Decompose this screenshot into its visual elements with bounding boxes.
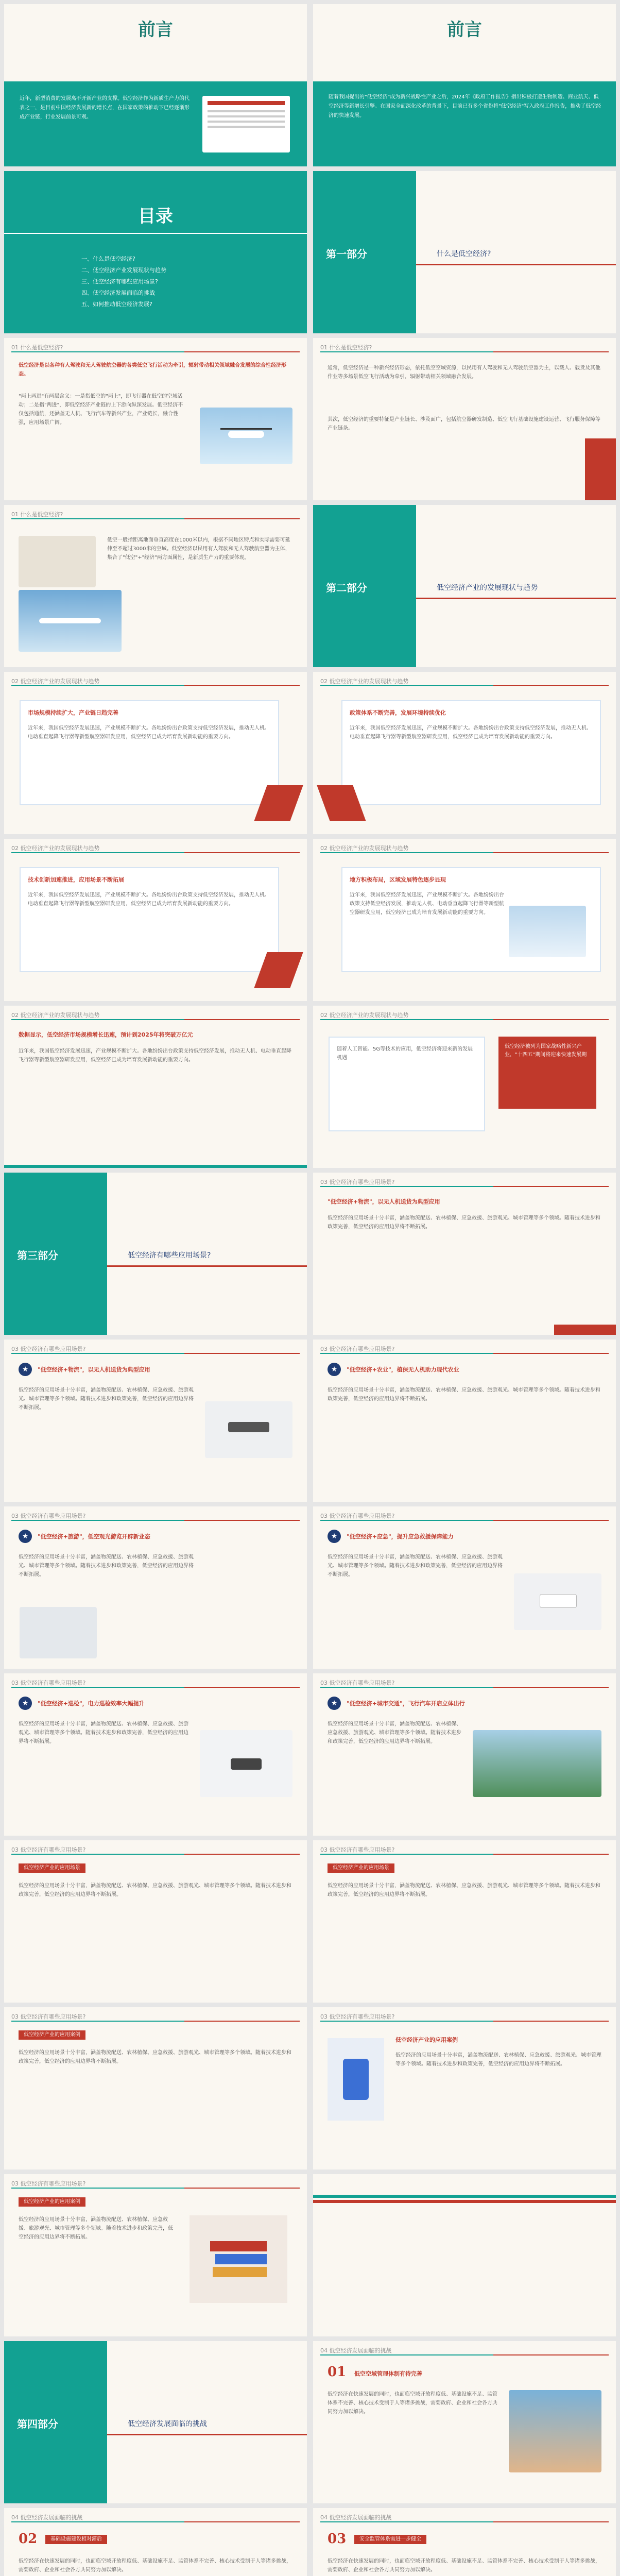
slide-header: 03 低空经济有哪些应用场景? [11, 1346, 86, 1352]
slide-3l [4, 2174, 307, 2336]
slide-header: 02 低空经济产业的发展现状与趋势 [320, 845, 409, 852]
point-title: 技术创新加速推进，应用场景不断拓展 [28, 876, 124, 883]
slide-part3-cover [4, 1173, 307, 1335]
framed-photo [19, 536, 96, 587]
slide-3a [313, 1173, 616, 1335]
point-title: 低空经济产业的应用案例 [395, 2037, 458, 2043]
point-title: 低空空域管理体制有待完善 [354, 2370, 422, 2377]
section-bar: 低空经济产业的应用案例 [19, 2030, 85, 2040]
slide-3d [4, 1506, 307, 1669]
slide-header: 02 低空经济产业的发展现状与趋势 [11, 678, 100, 685]
point-body: 低空经济的应用场景十分丰富，涵盖物流配送、农林植保、应急救援、旅游观光、城市管理等多个领域。随着技术进步和政策完善，低空经济的应用边界将不断拓展。 [19, 1387, 194, 1411]
point-title: "低空经济+物流"，以无人机送货为典型应用 [328, 1198, 440, 1205]
point-body: 低空经济的应用场景十分丰富，涵盖物流配送、农林植保、应急救援、旅游观光、城市管理等多个领域。随着技术进步和政策完善，低空经济的应用边界将不断拓展。 [328, 1387, 600, 1402]
part1-p4: 其次，低空经济的重要特征是产业链长、涉及面广，包括航空器研发制造、低空飞行基础设施建设运营、飞行服务保障等产业链条。 [328, 417, 600, 431]
section-bar: 安全监管体系需进一步健全 [354, 2535, 426, 2544]
star-icon: ★ [328, 1697, 341, 1710]
point-body: 低空经济的应用场景十分丰富，涵盖物流配送、农林植保、应急救援、旅游观光、城市管理等多个领域。随着技术进步和政策完善，低空经济的应用边界将不断拓展。 [19, 2217, 173, 2240]
slide-2a [4, 672, 307, 834]
slide-1b [313, 338, 616, 500]
slide-header: 01 什么是低空经济? [11, 344, 63, 351]
slide-3j [4, 2007, 307, 2170]
part1-label: 第一部分 [326, 248, 367, 260]
slide-header: 03 低空经济有哪些应用场景? [320, 1179, 395, 1185]
slide-3g [313, 1673, 616, 1836]
drone-photo [514, 1573, 601, 1630]
drone-photo [20, 1607, 97, 1658]
landscape-photo [473, 1730, 601, 1797]
part1-def: 低空经济是以各种有人驾驶和无人驾驶航空器的各类低空飞行活动为牵引，辐射带动相关领域融合发展的综合性经济形态。 [19, 363, 286, 377]
sky-photo [509, 2390, 601, 2472]
books-illustration [190, 2215, 287, 2303]
slide-2d [313, 839, 616, 1001]
preface-left-text: 近年，新型消费的发展离不开新产业的支撑。低空经济作为新质生产力的代表之一，是目前中国经济发展新的增长点，在国家政策的推动下已经逐渐形成产业链，行业发展前景可观。 [20, 96, 190, 120]
point-title: 数据显示，低空经济市场规模增长迅速，预计到2025年将突破万亿元 [19, 1031, 193, 1038]
point-body: 低空经济的应用场景十分丰富，涵盖物流配送、农林植保、应急救援、旅游观光、城市管理等多个领域。随着技术进步和政策完善，低空经济的应用边界将不断拓展。 [395, 2053, 601, 2067]
slide-header: 03 低空经济有哪些应用场景? [320, 1346, 395, 1352]
slide-part1-cover [313, 171, 616, 333]
content-box [329, 1037, 485, 1131]
section-bar: 低空经济产业的应用场景 [19, 1863, 85, 1873]
point-title: 政策体系不断完善，发展环境持续优化 [350, 709, 446, 716]
part3-title: 低空经济有哪些应用场景? [128, 1251, 211, 1260]
slide-header: 02 低空经济产业的发展现状与趋势 [320, 678, 409, 685]
section-bar: 低空经济产业的应用场景 [328, 1863, 394, 1873]
point-body: 低空经济的应用场景十分丰富，涵盖物流配送、农林植保、应急救援、旅游观光、城市管理等多个领域。随着技术进步和政策完善，低空经济的应用边界将不断拓展。 [328, 1215, 600, 1230]
callout-box: 低空经济被列为国家战略性新兴产业，"十四五"期间将迎来快速发展期 [498, 1037, 596, 1109]
slide-3f [4, 1673, 307, 1836]
document-image [202, 96, 290, 152]
slide-3i [313, 1840, 616, 2003]
slide-header: 02 低空经济产业的发展现状与趋势 [320, 1012, 409, 1019]
slide-1a [4, 338, 307, 500]
toc-item[interactable]: 一、什么是低空经济? [81, 256, 135, 262]
content-box [20, 700, 279, 805]
point-body: 低空经济在快速发展的同时，也面临空域开放程度低、基础设施不足、监管体系不完善、核心技术受制于人等诸多挑战，需要政府、企业和社会各方共同努力加以解决。 [19, 2558, 291, 2573]
part1-p5: 低空一般指距离地面垂直高度在1000米以内，根据不同地区特点和实际需要可延伸至不超过3000米的空域。低空经济以民用有人驾驶和无人驾驶航空器为主体，集合了"低空"+"经济"两方面属性，是新质生产力的重要体现。 [107, 537, 290, 561]
point-title: "低空经济+巡检"，电力巡检效率大幅提升 [38, 1700, 145, 1707]
point-body: 低空经济的应用场景十分丰富，涵盖物流配送、农林植保、应急救援、旅游观光、城市管理等多个领域。随着技术进步和政策完善，低空经济的应用边界将不断拓展。 [328, 1554, 503, 1578]
section-bar: 基础设施建设相对滞后 [45, 2535, 107, 2544]
point-title: 市场规模持续扩大，产业链日趋完善 [28, 709, 118, 716]
slide-toc [4, 171, 307, 333]
part3-label: 第三部分 [17, 1249, 58, 1262]
point-title: 地方积极布局，区域发展特色逐步显现 [350, 876, 446, 883]
slide-3m [313, 2174, 616, 2336]
slide-3b [4, 1340, 307, 1502]
toc-item[interactable]: 五、如何推动低空经济发展? [81, 301, 152, 308]
preface-title: 前言 [138, 20, 173, 40]
star-icon: ★ [19, 1697, 32, 1710]
point-body: 低空经济的应用场景十分丰富，涵盖物流配送、农林植保、应急救援、旅游观光、城市管理等多个领域。随着技术进步和政策完善，低空经济的应用边界将不断拓展。 [19, 1554, 194, 1578]
slide-2c [4, 839, 307, 1001]
star-icon: ★ [19, 1530, 32, 1543]
slide-header: 01 什么是低空经济? [320, 344, 372, 351]
point-title: "低空经济+农业"，植保无人机助力现代农业 [347, 1366, 459, 1373]
point-body: 低空经济的应用场景十分丰富，涵盖物流配送、农林植保、应急救援、旅游观光、城市管理等多个领域。随着技术进步和政策完善，低空经济的应用边界将不断拓展。 [19, 1721, 188, 1744]
slide-header: 03 低空经济有哪些应用场景? [11, 2013, 86, 2020]
content-box [20, 867, 279, 972]
slide-3k [313, 2007, 616, 2170]
part4-title: 低空经济发展面临的挑战 [128, 2420, 207, 2428]
point-body: 低空经济的应用场景十分丰富，涵盖物流配送、农林植保、应急救援、旅游观光、城市管理等多个领域。随着技术进步和政策完善，低空经济的应用边界将不断拓展。 [19, 1883, 291, 1897]
point-title: "低空经济+旅游"，低空观光游览开辟新业态 [38, 1533, 150, 1540]
slide-header: 03 低空经济有哪些应用场景? [11, 1680, 86, 1686]
toc-item[interactable]: 三、低空经济有哪些应用场景? [81, 278, 158, 285]
part2-label: 第二部分 [326, 582, 367, 594]
slide-header: 03 低空经济有哪些应用场景? [320, 1846, 395, 1853]
part1-p2: "两上两进"有两层含义：一是指低空的"两上"，即飞行器在低空的空域活动；二是指"两进"，即低空经济产业链的上下游向纵深发展。低空经济不仅包括通航，还涵盖无人机、飞行汽车等新兴产业，产业链长，融合性强，应用场景广阔。 [19, 394, 183, 426]
point-body: 低空经济的应用场景十分丰富，涵盖物流配送、农林植保、应急救援、旅游观光、城市管理等多个领域。随着技术进步和政策完善，低空经济的应用边界将不断拓展。 [19, 2050, 291, 2064]
part1-title: 什么是低空经济? [437, 250, 491, 258]
slide-2e [4, 1006, 307, 1168]
slide-4b [4, 2508, 307, 2576]
slide-3e [313, 1506, 616, 1669]
slide-preface-left [4, 4, 307, 166]
point-body: 随着人工智能、5G等技术的应用，低空经济将迎来新的发展机遇 [337, 1046, 473, 1061]
slide-4a [313, 2341, 616, 2503]
point-body: 近年来，我国低空经济发展迅速，产业规模不断扩大。各地纷纷出台政策支持低空经济发展，推动无人机、电动垂直起降飞行器等新型航空器研发应用，低空经济已成为培育发展新动能的重要方向。 [28, 725, 270, 740]
slide-part4-cover [4, 2341, 307, 2503]
slide-part2-cover [313, 505, 616, 667]
part1-p3: 通常，低空经济是一种新兴经济形态，依托低空空域资源，以民用有人驾驶和无人驾驶航空器为主，以载人、载货及其他作业等多场景低空飞行活动为牵引，辐射带动相关领域融合发展。 [328, 365, 600, 380]
slide-preface-right [313, 4, 616, 166]
content-box [341, 700, 601, 805]
slide-header: 04 低空经济发展面临的挑战 [320, 2514, 392, 2521]
star-icon: ★ [19, 1363, 32, 1376]
drone-photo [205, 1401, 292, 1458]
part4-label: 第四部分 [17, 2418, 58, 2430]
slide-header: 03 低空经济有哪些应用场景? [320, 1513, 395, 1519]
slide-header: 03 低空经济有哪些应用场景? [320, 2013, 395, 2020]
toc-title: 目录 [138, 206, 173, 227]
slide-header: 02 低空经济产业的发展现状与趋势 [11, 845, 100, 852]
toc-item[interactable]: 四、低空经济发展面临的挑战 [81, 290, 155, 296]
slide-header: 04 低空经济发展面临的挑战 [11, 2514, 83, 2521]
point-body: 近年来，我国低空经济发展迅速，产业规模不断扩大。各地纷纷出台政策支持低空经济发展，推动无人机、电动垂直起降飞行器等新型航空器研发应用，低空经济已成为培育发展新动能的重要方向。 [19, 1048, 291, 1063]
preface-right-text: 随着我国提出的"低空经济"成为新兴战略性产业之后，2024年《政府工作报告》指出积极打造生物制造、商业航天、低空经济等新增长引擎。在国家全面深化改革的背景下，目前已有多个省份将"低空经济"写入政府工作报告，推动了低空经济的快速发展。 [329, 94, 601, 118]
slide-header: 03 低空经济有哪些应用场景? [11, 2180, 86, 2187]
point-title: "低空经济+应急"，提升应急救援保障能力 [347, 1533, 454, 1540]
slide-header: 03 低空经济有哪些应用场景? [11, 1846, 86, 1853]
slide-4c [313, 2508, 616, 2576]
section-bar: 低空经济产业的应用案例 [19, 2197, 85, 2207]
slide-header: 02 低空经济产业的发展现状与趋势 [11, 1012, 100, 1019]
slide-1c [4, 505, 307, 667]
point-body: 近年来，我国低空经济发展迅速，产业规模不断扩大。各地纷纷出台政策支持低空经济发展，推动无人机、电动垂直起降飞行器等新型航空器研发应用，低空经济已成为培育发展新动能的重要方向。 [28, 892, 270, 907]
plane-photo [19, 590, 122, 652]
drone-photo [200, 408, 292, 464]
slide-header: 01 什么是低空经济? [11, 511, 63, 518]
point-body: 近年来，我国低空经济发展迅速，产业规模不断扩大。各地纷纷出台政策支持低空经济发展，推动无人机、电动垂直起降飞行器等新型航空器研发应用，低空经济已成为培育发展新动能的重要方向。 [350, 892, 504, 916]
drone-photo [200, 1730, 292, 1797]
part2-title: 低空经济产业的发展现状与趋势 [437, 584, 538, 592]
slide-header: 03 低空经济有哪些应用场景? [320, 1680, 395, 1686]
illustration [328, 2038, 384, 2121]
slide-3c [313, 1340, 616, 1502]
challenge-number: 01 [328, 2364, 347, 2380]
slide-header: 04 低空经济发展面临的挑战 [320, 2347, 392, 2354]
star-icon: ★ [328, 1530, 341, 1543]
point-body: 低空经济在快速发展的同时，也面临空域开放程度低、基础设施不足、监管体系不完善、核心技术受制于人等诸多挑战，需要政府、企业和社会各方共同努力加以解决。 [328, 2558, 600, 2573]
slide-2b [313, 672, 616, 834]
challenge-number: 02 [19, 2531, 38, 2547]
plane-photo [509, 906, 586, 957]
star-icon: ★ [328, 1363, 341, 1376]
point-body: 近年来，我国低空经济发展迅速，产业规模不断扩大。各地纷纷出台政策支持低空经济发展，推动无人机、电动垂直起降飞行器等新型航空器研发应用，低空经济已成为培育发展新动能的重要方向。 [350, 725, 592, 740]
slide-3h [4, 1840, 307, 2003]
toc-list [81, 253, 166, 310]
preface-title-2: 前言 [447, 20, 482, 40]
point-title: "低空经济+城市交通"，飞行汽车开启立体出行 [347, 1700, 465, 1707]
point-title: "低空经济+物流"，以无人机送货为典型应用 [38, 1366, 150, 1373]
point-body: 低空经济的应用场景十分丰富，涵盖物流配送、农林植保、应急救援、旅游观光、城市管理等多个领域。随着技术进步和政策完善，低空经济的应用边界将不断拓展。 [328, 1883, 600, 1897]
challenge-number: 03 [328, 2531, 347, 2547]
point-body: 低空经济在快速发展的同时，也面临空域开放程度低、基础设施不足、监管体系不完善、核心技术受制于人等诸多挑战，需要政府、企业和社会各方共同努力加以解决。 [328, 2392, 497, 2415]
slide-2f [313, 1006, 616, 1168]
point-body: 低空经济的应用场景十分丰富，涵盖物流配送、农林植保、应急救援、旅游观光、城市管理等多个领域。随着技术进步和政策完善，低空经济的应用边界将不断拓展。 [328, 1721, 461, 1744]
slide-header: 03 低空经济有哪些应用场景? [11, 1513, 86, 1519]
toc-item[interactable]: 二、低空经济产业发展现状与趋势 [81, 267, 166, 274]
